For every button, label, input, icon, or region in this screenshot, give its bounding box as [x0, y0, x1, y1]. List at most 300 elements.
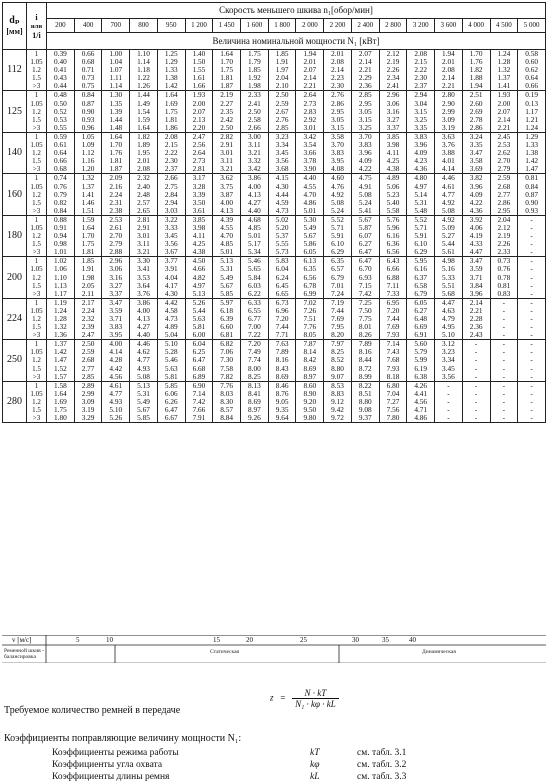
power-value: 1.61 — [192, 73, 206, 83]
power-value: 1.69 — [53, 396, 67, 406]
power-value: - — [502, 314, 506, 323]
power-value: 4.85 — [248, 222, 261, 232]
power-value: 2.21 — [303, 81, 317, 91]
power-value: - — [530, 339, 533, 349]
power-value: 4.63 — [442, 305, 455, 315]
power-cell — [379, 381, 407, 422]
ratio-value: 1.2 — [32, 190, 41, 199]
power-value: 3.96 — [414, 140, 428, 150]
power-value: 0.71 — [81, 65, 95, 75]
power-value: 2.83 — [303, 106, 317, 116]
power-value: 2.94 — [414, 90, 428, 100]
power-cell — [268, 174, 296, 215]
table-row — [3, 298, 546, 339]
power-value: 4.50 — [192, 256, 206, 266]
ratio-value: >3 — [32, 82, 41, 91]
power-value: - — [447, 396, 450, 406]
power-value: 5.31 — [414, 197, 428, 207]
power-cell — [324, 91, 352, 132]
power-cell — [379, 298, 407, 339]
power-value: 0.73 — [497, 256, 511, 266]
coefficient-symbol: kφ — [310, 760, 320, 770]
power-value: 1.89 — [137, 140, 150, 150]
velocity-tick-40: 40 — [409, 636, 416, 644]
power-cell — [490, 257, 518, 298]
ratio-value: 1.5 — [32, 406, 41, 415]
ratio-value: >3 — [32, 248, 41, 257]
power-value: 0.93 — [81, 114, 95, 124]
ratio-value: >3 — [32, 331, 41, 340]
power-value: 2.08 — [442, 65, 455, 75]
power-value: 5.40 — [386, 197, 400, 207]
power-cell — [379, 132, 407, 173]
power-value: - — [474, 405, 478, 415]
power-value: 0.96 — [81, 122, 95, 132]
power-value: - — [530, 305, 533, 315]
power-value: 3.34 — [442, 355, 455, 365]
power-value: 6.45 — [275, 280, 289, 290]
power-value: 1.17 — [525, 106, 538, 116]
power-value: 5.71 — [331, 222, 344, 232]
power-value: 1.98 — [248, 81, 261, 91]
power-value: 1.29 — [164, 57, 178, 67]
power-value: 1.64 — [53, 388, 67, 398]
power-value: 3.54 — [303, 140, 317, 150]
power-value: 7.80 — [386, 413, 400, 423]
power-value: 1.52 — [53, 363, 67, 373]
coefficient-row — [52, 760, 492, 771]
power-value: 2.07 — [303, 65, 317, 75]
power-value: 2.80 — [442, 90, 455, 100]
power-value: 2.35 — [220, 106, 234, 116]
table-row — [3, 215, 546, 256]
power-value: 1.22 — [137, 73, 150, 83]
power-value: - — [530, 405, 533, 415]
power-cell — [296, 50, 324, 91]
power-value: 6.70 — [358, 264, 372, 274]
power-value: 4.30 — [275, 181, 289, 191]
power-value: 3.58 — [469, 156, 483, 166]
power-value: 5.23 — [386, 189, 400, 199]
power-value: 4.98 — [442, 256, 455, 266]
table-row — [3, 381, 546, 422]
power-value: - — [474, 347, 478, 357]
power-value: 2.13 — [192, 114, 206, 124]
power-value: 1.55 — [192, 65, 206, 75]
power-value: 8.03 — [220, 388, 234, 398]
power-value: 0.84 — [53, 205, 67, 215]
power-cell — [351, 132, 379, 173]
ratio-value: 1 — [34, 381, 39, 390]
power-value: 3.70 — [358, 132, 372, 141]
rpm-header-row — [3, 19, 546, 33]
power-value: 0.78 — [497, 272, 511, 282]
power-value: 7.68 — [386, 355, 400, 365]
power-value: - — [530, 280, 533, 290]
power-value: 5.97 — [220, 298, 234, 307]
ratio-cell — [27, 381, 47, 422]
power-value: 1.76 — [469, 57, 483, 67]
power-value: 6.26 — [164, 396, 178, 406]
power-cell — [462, 91, 490, 132]
power-cell — [407, 91, 435, 132]
power-cell — [268, 340, 296, 381]
power-value: 2.32 — [137, 173, 150, 183]
power-value: 0.90 — [81, 106, 95, 116]
power-value: 3.69 — [469, 164, 483, 174]
power-value: 6.57 — [331, 264, 344, 274]
dp-unit: [мм] — [6, 27, 23, 36]
ratio-value: 1.2 — [32, 356, 41, 365]
power-value: 8.72 — [358, 363, 372, 373]
power-value: 6.05 — [414, 298, 428, 307]
power-value: 4.76 — [331, 181, 344, 191]
power-value: 7.69 — [386, 322, 400, 332]
power-value: 3.76 — [442, 140, 455, 150]
power-value: 3.05 — [358, 106, 372, 116]
power-value: 1.36 — [53, 330, 67, 340]
power-value: 3.63 — [442, 132, 455, 141]
power-value: 4.47 — [469, 247, 483, 257]
power-value: 2.85 — [275, 122, 289, 132]
coefficient-ref: см. табл. 3.2 — [357, 760, 407, 770]
power-value: 5.71 — [414, 222, 428, 232]
power-value: 8.41 — [248, 388, 261, 398]
ratio-value: 1.5 — [32, 115, 41, 124]
power-value: 6.47 — [358, 256, 372, 266]
power-value: 7.04 — [386, 388, 400, 398]
power-value: 2.41 — [248, 98, 261, 108]
power-cell — [351, 215, 379, 256]
power-value: 1.86 — [164, 122, 178, 132]
power-value: 2.43 — [469, 330, 483, 340]
power-cell — [213, 174, 241, 215]
power-value: 6.29 — [414, 247, 428, 257]
power-cell — [462, 381, 490, 422]
power-value: 4.11 — [192, 231, 206, 241]
power-value: 8.52 — [331, 355, 344, 365]
power-value: 8.60 — [303, 381, 317, 390]
power-value: 5.10 — [442, 330, 455, 340]
power-value: 9.20 — [303, 396, 317, 406]
formula-fraction — [292, 688, 339, 709]
power-value: 6.56 — [303, 272, 317, 282]
power-value: 2.69 — [469, 106, 483, 116]
power-cell — [407, 381, 435, 422]
power-value: 1.54 — [137, 106, 150, 116]
power-value: 2.77 — [497, 189, 511, 199]
power-value: 6.47 — [164, 405, 178, 415]
power-value: 2.47 — [81, 330, 95, 340]
power-value: 3.17 — [192, 173, 206, 183]
power-value: 4.06 — [469, 222, 483, 232]
power-value: - — [530, 396, 533, 406]
coefficient-row — [52, 772, 492, 783]
power-value: 5.14 — [414, 189, 428, 199]
rpm-header-cell: 4 500 — [490, 19, 518, 33]
power-value: 7.26 — [303, 305, 317, 315]
power-value: 1.37 — [497, 73, 511, 83]
power-value: 4.11 — [386, 148, 400, 158]
power-value: 5.06 — [386, 181, 400, 191]
power-cell — [74, 132, 102, 173]
rpm-header-cell: 1 600 — [241, 19, 269, 33]
power-cell — [74, 381, 102, 422]
ratio-value: 1.2 — [32, 273, 41, 282]
power-value: 1.92 — [248, 73, 261, 83]
power-value: - — [502, 305, 506, 315]
power-value: 4.70 — [220, 231, 234, 241]
power-value: 7.69 — [331, 314, 344, 323]
power-value: 1.24 — [53, 305, 67, 315]
power-value: 6.05 — [303, 247, 317, 257]
power-value: 3.83 — [109, 322, 123, 332]
ratio-value: >3 — [32, 123, 41, 132]
power-value: 3.95 — [109, 330, 123, 340]
power-value: 0.88 — [53, 215, 67, 224]
power-value: 4.40 — [248, 205, 261, 215]
ratio-value: 1.5 — [32, 364, 41, 373]
power-value: 9.26 — [248, 413, 261, 423]
power-value: 4.01 — [442, 156, 455, 166]
power-value: 8.69 — [248, 396, 261, 406]
rpm-header-cell: 800 — [130, 19, 158, 33]
power-value: 1.46 — [81, 197, 95, 207]
power-value: 2.07 — [497, 106, 511, 116]
power-value: 6.90 — [192, 381, 206, 390]
power-value: 5.63 — [192, 314, 206, 323]
power-value: 5.81 — [164, 371, 178, 381]
power-cell — [74, 50, 102, 91]
power-value: 2.66 — [164, 173, 178, 183]
power-value: 7.87 — [303, 339, 317, 349]
power-value: 7.42 — [358, 288, 372, 298]
power-cell — [268, 91, 296, 132]
power-value: 4.70 — [303, 189, 317, 199]
power-value: 4.82 — [192, 272, 206, 282]
formula-lhs: z — [270, 692, 274, 703]
power-value: 4.66 — [192, 264, 206, 274]
power-value: 4.77 — [442, 189, 455, 199]
power-value: 3.15 — [414, 106, 428, 116]
power-value: 2.36 — [358, 81, 372, 91]
power-value: 4.55 — [220, 222, 234, 232]
power-cell — [379, 215, 407, 256]
power-value: 6.82 — [220, 339, 234, 349]
power-cell — [130, 381, 158, 422]
power-value: 1.47 — [525, 164, 538, 174]
power-value: 2.68 — [81, 355, 95, 365]
power-value: 2.21 — [442, 81, 455, 91]
power-value: 5.79 — [414, 347, 428, 357]
power-value: 3.42 — [303, 132, 317, 141]
power-value: 3.45 — [442, 363, 455, 373]
power-cell — [47, 174, 75, 215]
power-value: 4.93 — [109, 396, 123, 406]
ratio-header — [27, 3, 47, 50]
power-value: 0.93 — [525, 205, 538, 215]
power-value: 1.76 — [109, 148, 123, 158]
power-value: 3.21 — [220, 164, 234, 174]
coefficient-name: Коэффициенты угла охвата — [52, 760, 163, 770]
power-value: 6.04 — [275, 264, 289, 274]
power-value: 6.47 — [358, 247, 372, 257]
power-cell — [324, 215, 352, 256]
ratio-cell — [27, 215, 47, 256]
ratio-cell — [27, 257, 47, 298]
power-cell — [47, 50, 75, 91]
power-value: 6.58 — [414, 280, 428, 290]
power-value: 0.53 — [53, 114, 67, 124]
power-value: 9.07 — [331, 371, 344, 381]
power-value: 5.73 — [275, 247, 289, 257]
power-value: - — [474, 363, 478, 373]
power-value: 2.22 — [414, 65, 428, 75]
power-value: 3.53 — [137, 272, 150, 282]
power-value: 8.97 — [248, 405, 261, 415]
power-value: 4.73 — [275, 205, 289, 215]
table-row — [3, 50, 546, 91]
power-cell — [213, 257, 241, 298]
power-value: 0.83 — [497, 288, 511, 298]
power-value: 3.00 — [248, 132, 261, 141]
power-value: 2.68 — [497, 181, 511, 191]
power-cell — [157, 340, 185, 381]
power-value: 1.91 — [81, 264, 95, 274]
power-value: 1.20 — [81, 164, 95, 174]
power-value: 6.36 — [386, 239, 400, 249]
power-cell — [102, 298, 130, 339]
power-value: 2.08 — [164, 132, 178, 141]
power-value: 2.90 — [442, 98, 455, 108]
power-cell — [185, 340, 213, 381]
power-cell — [407, 215, 435, 256]
ratio-cell — [27, 174, 47, 215]
power-cell — [130, 257, 158, 298]
rpm-header-cell: 5 000 — [518, 19, 546, 33]
power-value: 5.37 — [275, 231, 289, 241]
dp-cell: 200 — [3, 257, 27, 298]
power-value: 1.09 — [81, 140, 95, 150]
power-value: 7.50 — [358, 305, 372, 315]
power-value: 9.50 — [303, 405, 317, 415]
power-cell — [130, 50, 158, 91]
power-value: 4.97 — [192, 280, 206, 290]
power-cell — [490, 215, 518, 256]
power-value: 2.05 — [81, 280, 95, 290]
power-value: 1.59 — [137, 114, 150, 124]
power-value: 2.53 — [497, 140, 511, 150]
power-value: 1.17 — [53, 288, 67, 298]
power-value: 1.79 — [248, 57, 261, 67]
power-value: 3.78 — [303, 156, 317, 166]
power-value: 2.37 — [414, 81, 428, 91]
power-value: - — [502, 405, 506, 415]
power-value: 0.81 — [497, 280, 511, 290]
power-value: 2.75 — [164, 181, 178, 191]
rpm-header-cell: 2 800 — [379, 19, 407, 33]
power-value: 6.27 — [414, 305, 428, 315]
power-value: 0.76 — [497, 264, 511, 274]
power-value: 3.09 — [442, 114, 455, 124]
power-value: 5.13 — [137, 381, 150, 390]
power-value: 8.05 — [303, 330, 317, 340]
power-value: 3.64 — [137, 280, 150, 290]
power-value: 0.75 — [81, 81, 95, 91]
power-value: 4.14 — [109, 347, 123, 357]
power-value: 7.15 — [358, 280, 372, 290]
power-value: 8.80 — [331, 363, 344, 373]
power-value: 4.13 — [248, 189, 261, 199]
power-value: 1.81 — [81, 247, 95, 257]
power-value: 1.28 — [53, 314, 67, 323]
power-cell — [213, 381, 241, 422]
power-value: 0.61 — [53, 140, 67, 150]
power-value: 5.34 — [248, 247, 261, 257]
power-value: 1.64 — [137, 122, 150, 132]
power-cell — [47, 381, 75, 422]
power-value: 3.41 — [137, 264, 150, 274]
power-value: 2.85 — [358, 90, 372, 100]
power-value: 3.83 — [414, 132, 428, 141]
power-cell — [130, 340, 158, 381]
power-value: 8.43 — [275, 363, 289, 373]
power-value: 4.44 — [275, 189, 289, 199]
power-value: 6.96 — [275, 305, 289, 315]
power-value: 0.64 — [53, 148, 67, 158]
power-cell — [407, 174, 435, 215]
power-value: 2.61 — [109, 222, 123, 232]
ratio-value: 1 — [34, 340, 39, 349]
power-value: 3.85 — [386, 132, 400, 141]
power-value: 7.91 — [192, 413, 206, 423]
power-value: 2.24 — [81, 305, 95, 315]
power-value: 3.68 — [275, 164, 289, 174]
table-row — [3, 340, 546, 381]
power-value: 2.09 — [109, 173, 123, 183]
power-value: 7.56 — [386, 405, 400, 415]
power-value: 2.30 — [414, 73, 428, 83]
power-value: 0.60 — [525, 57, 538, 67]
power-value: 8.83 — [331, 388, 344, 398]
power-value: 3.35 — [414, 122, 428, 132]
power-value: 5.76 — [386, 215, 400, 224]
power-value: 0.87 — [525, 189, 538, 199]
power-value: 2.34 — [386, 73, 400, 83]
power-value: 1.33 — [525, 140, 538, 150]
power-value: 3.30 — [137, 256, 150, 266]
power-value: 3.61 — [192, 205, 206, 215]
power-value: 4.59 — [275, 197, 289, 207]
power-value: 4.95 — [442, 322, 455, 332]
power-value: 7.11 — [386, 280, 400, 290]
power-value: 3.58 — [331, 132, 344, 141]
power-cell — [435, 257, 463, 298]
power-value: 5.86 — [303, 239, 317, 249]
power-value: 1.87 — [220, 81, 234, 91]
coefficient-symbol: kT — [310, 748, 320, 758]
power-value: 7.14 — [386, 339, 400, 349]
power-cell — [185, 174, 213, 215]
power-value: 1.64 — [81, 222, 95, 232]
power-value: 5.49 — [137, 396, 150, 406]
power-value: 3.05 — [331, 114, 344, 124]
power-value: 6.88 — [386, 272, 400, 282]
power-value: 3.29 — [81, 413, 95, 423]
power-cell — [490, 132, 518, 173]
power-value: 2.95 — [358, 98, 372, 108]
power-value: 3.67 — [164, 247, 178, 257]
